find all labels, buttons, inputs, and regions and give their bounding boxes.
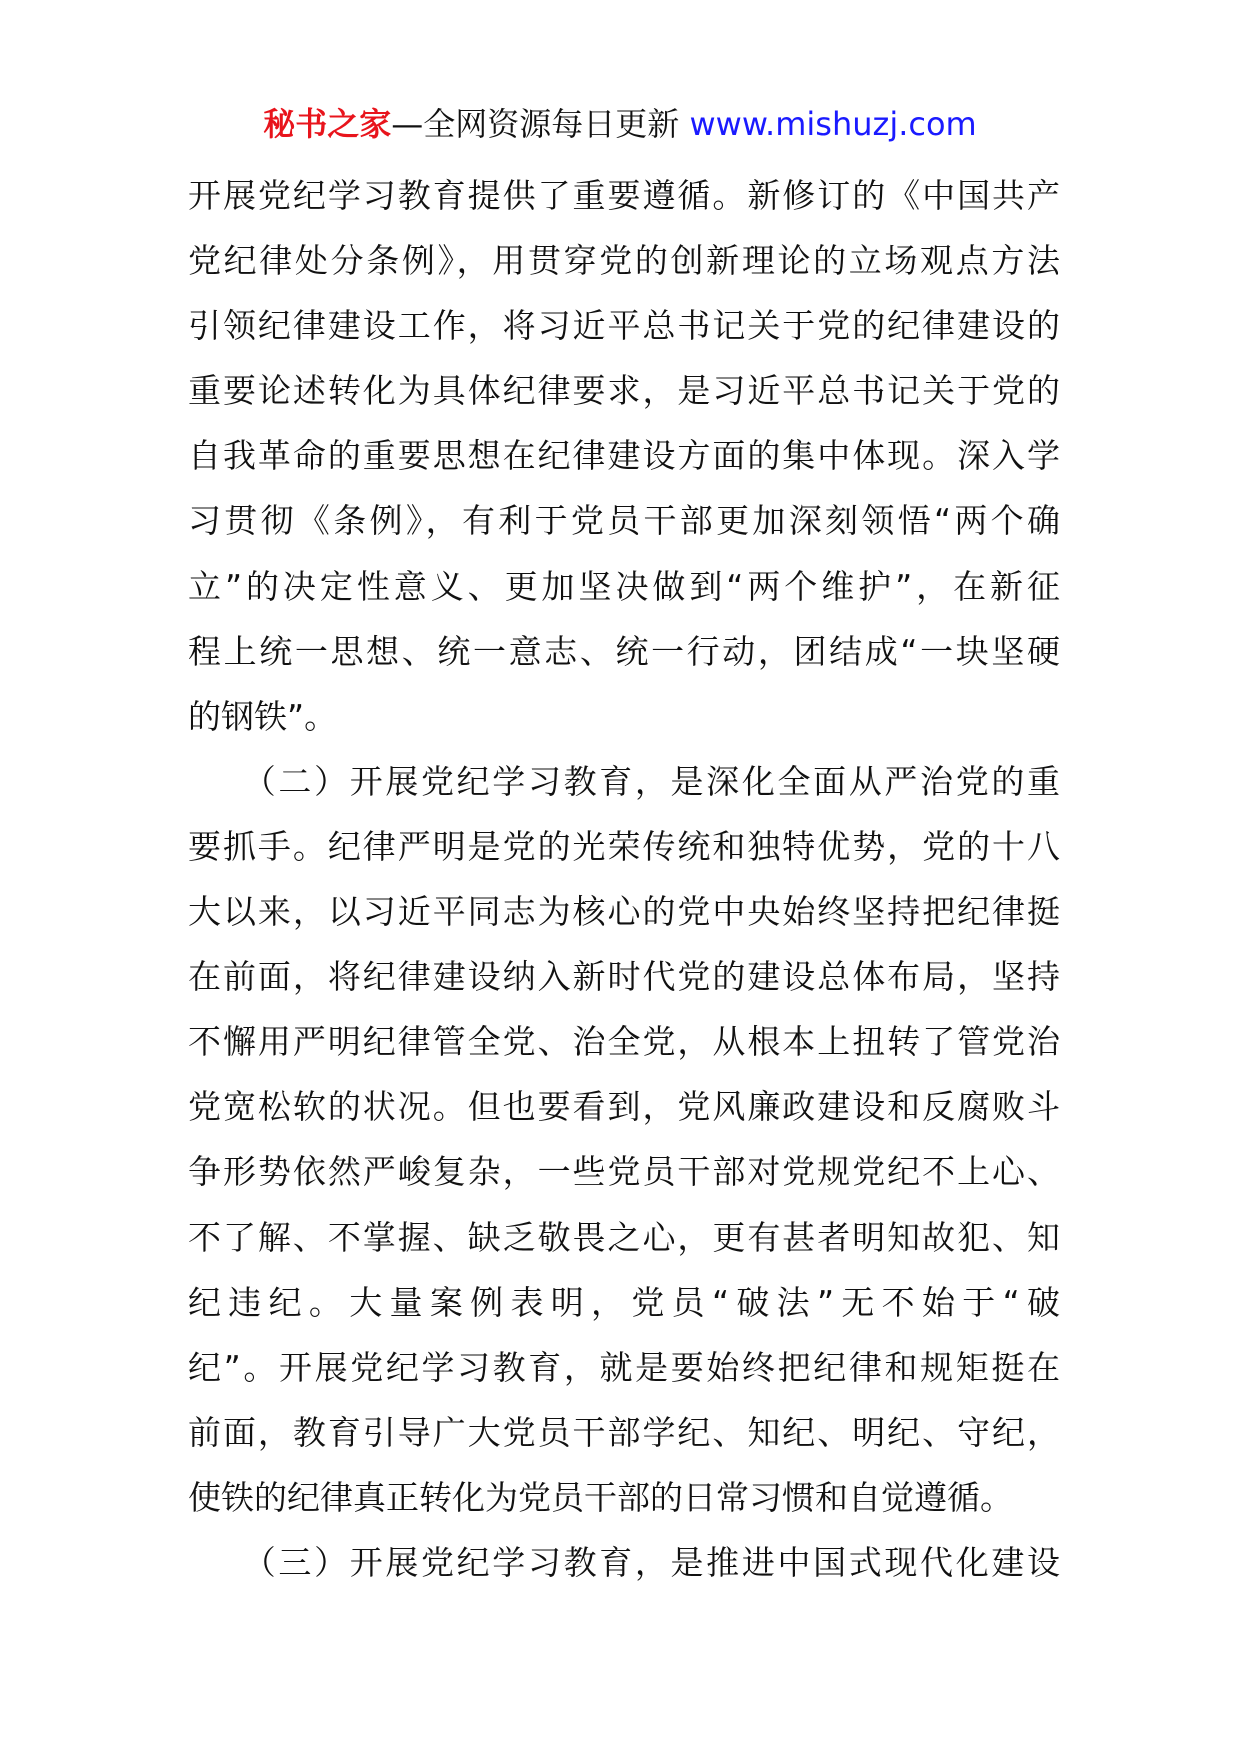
text-line: 不懈用严明纪律管全党、治全党，从根本上扭转了管党治 (188, 1022, 1060, 1062)
text-line: 大以来，以习近平同志为核心的党中央始终坚持把纪律挺 (188, 892, 1060, 932)
text-line: 程上统一思想、统一意志、统一行动，团结成“一块坚硬 (188, 631, 1060, 671)
text-line: 使铁的纪律真正转化为党员干部的日常习惯和自觉遵循。 (188, 1477, 1013, 1517)
text-line: 自我革命的重要思想在纪律建设方面的集中体现。深入学 (188, 436, 1060, 476)
brand-name: 秘书之家 (263, 105, 392, 143)
text-line: 党纪律处分条例》，用贯穿党的创新理论的立场观点方法 (188, 241, 1060, 281)
text-line: 习贯彻《条例》，有利于党员干部更加深刻领悟“两个确 (188, 501, 1060, 541)
text-line: 纪违纪。大量案例表明，党员“破法”无不始于“破 (188, 1282, 1060, 1322)
site-url-link[interactable]: www.mishuzj.com (689, 105, 977, 143)
text-line: （三）开展党纪学习教育，是推进中国式现代化建设 (188, 1542, 1060, 1582)
text-line: 的钢铁”。 (188, 696, 338, 736)
text-line: 纪”。开展党纪学习教育，就是要始终把纪律和规矩挺在 (188, 1347, 1060, 1387)
header-tagline: —全网资源每日更新 (391, 105, 680, 143)
text-line: 重要论述转化为具体纪律要求，是习近平总书记关于党的 (188, 371, 1060, 411)
site-header (0, 100, 1240, 148)
text-line: 引领纪律建设工作，将习近平总书记关于党的纪律建设的 (188, 306, 1060, 346)
text-line: （二）开展党纪学习教育，是深化全面从严治党的重 (188, 761, 1060, 801)
text-line: 不了解、不掌握、缺乏敬畏之心，更有甚者明知故犯、知 (188, 1217, 1060, 1257)
text-line: 在前面，将纪律建设纳入新时代党的建设总体布局，坚持 (188, 957, 1060, 997)
text-line: 争形势依然严峻复杂，一些党员干部对党规党纪不上心、 (188, 1152, 1060, 1192)
text-line: 前面，教育引导广大党员干部学纪、知纪、明纪、守纪， (188, 1412, 1060, 1452)
text-line: 开展党纪学习教育提供了重要遵循。新修订的《中国共产 (188, 176, 1060, 215)
document-body (188, 163, 1060, 1595)
text-line: 要抓手。纪律严明是党的光荣传统和独特优势，党的十八 (188, 826, 1060, 866)
text-line: 党宽松软的状况。但也要看到，党风廉政建设和反腐败斗 (188, 1087, 1060, 1127)
text-line: 立”的决定性意义、更加坚决做到“两个维护”，在新征 (188, 566, 1060, 606)
